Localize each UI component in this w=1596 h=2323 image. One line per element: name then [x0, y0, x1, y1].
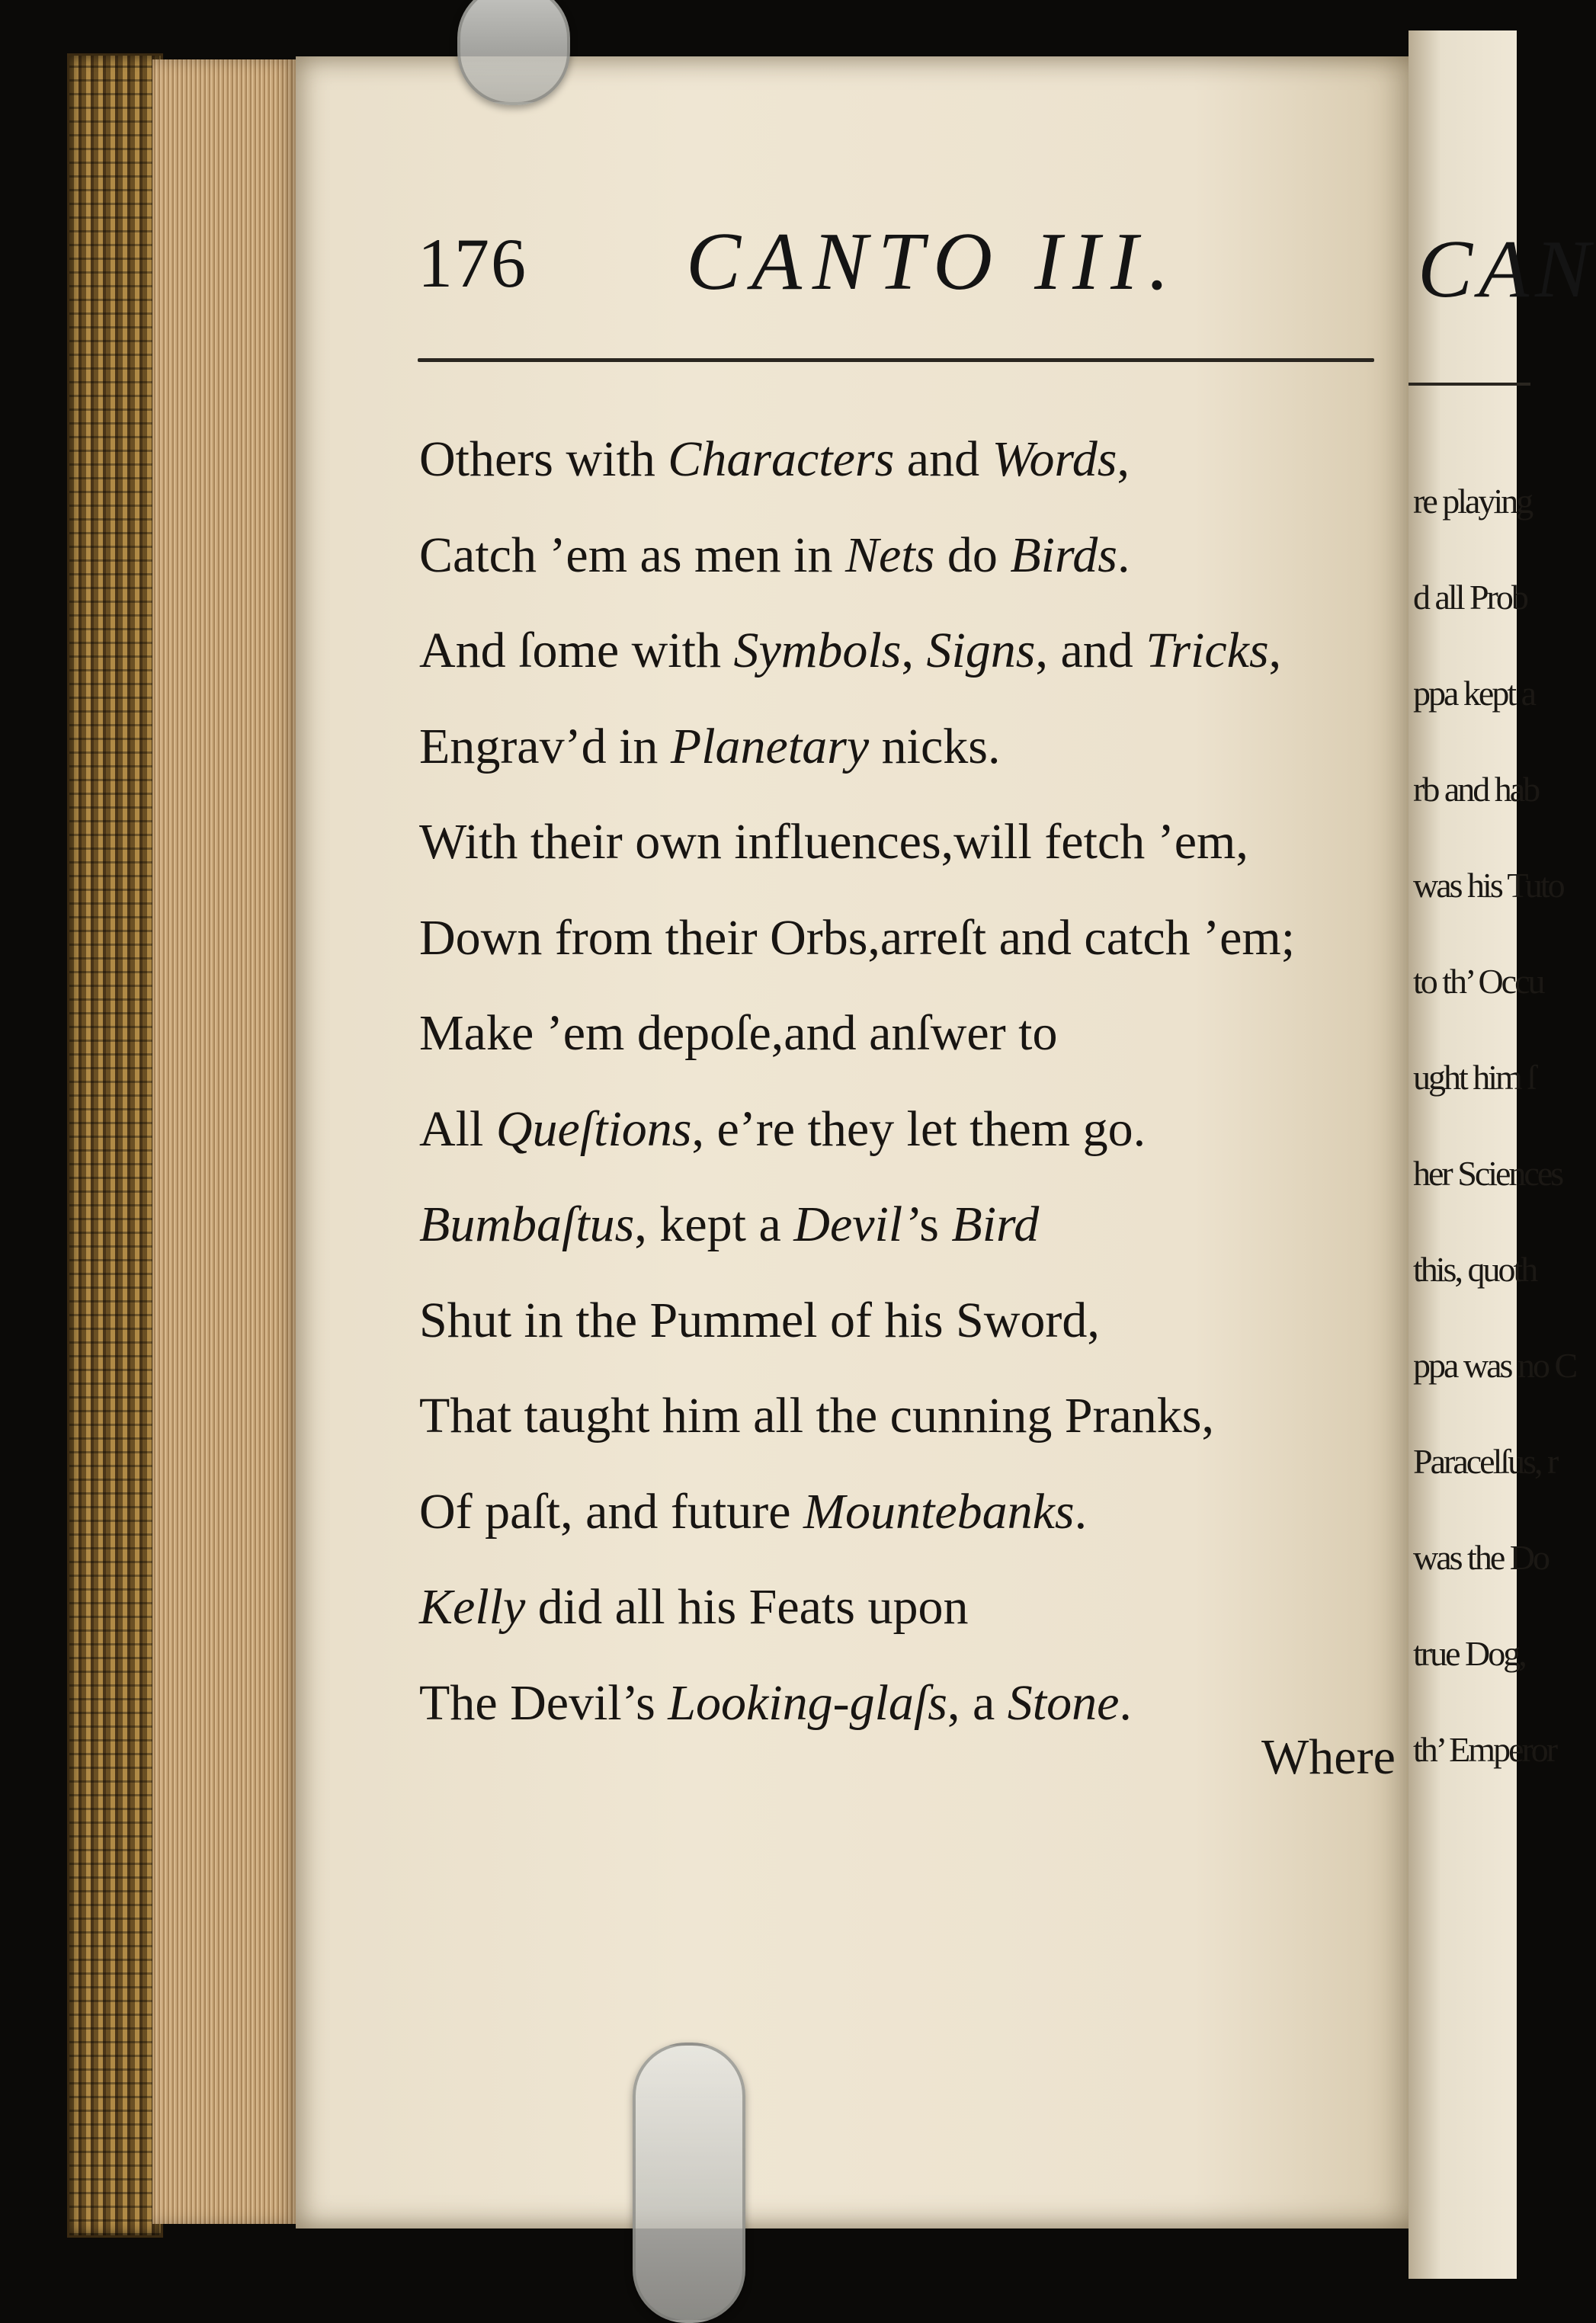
verse-segment: Planetary — [670, 718, 870, 774]
verse-line — [419, 794, 1402, 890]
page-edges — [152, 59, 297, 2224]
verse-line — [419, 699, 1402, 795]
facing-line-fragment: re playing — [1413, 482, 1532, 521]
verse-segment: Make ’em depoſe,and anſwer to — [419, 1005, 1058, 1061]
verse-line — [419, 1081, 1402, 1178]
verse-segment: Nets — [845, 527, 935, 583]
facing-header-rule — [1409, 383, 1530, 386]
verse-line — [419, 1177, 1402, 1273]
verse-segment: , and — [1035, 623, 1146, 678]
verse-segment: Bumbaſtus — [419, 1197, 635, 1252]
verse-segment: , kept a — [634, 1197, 794, 1252]
verse-line — [419, 412, 1402, 508]
verse-segment: . — [1119, 1674, 1132, 1731]
verse-segment: Engrav’d in — [419, 718, 671, 774]
page-number: 176 — [418, 224, 527, 302]
verse-segment: Tricks — [1146, 623, 1269, 678]
verse-segment: , e’re they let them go. — [691, 1101, 1146, 1157]
verse-segment: Kelly — [419, 1579, 526, 1635]
verse-segment: Others with — [419, 431, 668, 487]
verse-segment: Words — [992, 431, 1117, 487]
verse-segment: . — [1117, 527, 1130, 583]
facing-line-fragment: Paracelſus, r — [1413, 1442, 1557, 1481]
verse-segment: Down from their Orbs,arreſt and catch ’em; — [419, 909, 1296, 966]
facing-line-fragments — [1413, 453, 1575, 1798]
verse-line — [419, 1559, 1402, 1655]
facing-line-fragment: this, quoth — [1413, 1250, 1537, 1289]
book-cover-edge — [67, 53, 163, 2238]
verse-line — [419, 1464, 1402, 1560]
verse-segment: and — [894, 431, 992, 487]
facing-line-fragment: rb and hab — [1413, 770, 1539, 809]
verse-segment: Bird — [951, 1197, 1040, 1252]
verse-segment: Birds — [1010, 527, 1117, 583]
verse-segment: , a — [947, 1674, 1008, 1731]
verse-segment: Catch ’em as men in — [419, 527, 846, 583]
verse-segment: All — [419, 1101, 496, 1157]
verse-line — [419, 1655, 1402, 1751]
facing-line-fragment: was the Do — [1413, 1538, 1548, 1577]
verse-segment: Signs — [926, 623, 1036, 678]
facing-line-fragment: true Dog, — [1413, 1634, 1525, 1673]
verse-segment: Characters — [668, 431, 895, 487]
facing-line-fragment: her Sciences — [1413, 1154, 1562, 1193]
verse-segment: do — [934, 527, 1011, 583]
verse-segment: That taught him all the cunning Pranks, — [419, 1388, 1214, 1443]
facing-page — [1409, 30, 1596, 2279]
page-clip-top — [457, 0, 570, 105]
verse-segment: , — [1268, 623, 1282, 678]
verse-line — [419, 508, 1402, 604]
verse-segment: , — [1117, 431, 1130, 487]
verse-segment: . — [1074, 1483, 1088, 1540]
verse-segment: Looking-glaſs — [668, 1674, 947, 1731]
facing-line-fragment: ppa was no C — [1413, 1346, 1576, 1385]
verse-segment: nicks. — [869, 718, 1001, 774]
facing-line-fragment: to th’ Occu — [1413, 962, 1543, 1001]
facing-line-fragment: ppa kept a — [1413, 674, 1535, 713]
verse-segment: did all his Feats upon — [525, 1579, 969, 1635]
page-clip-bottom — [633, 2043, 745, 2323]
facing-line-fragment: d all Prob — [1413, 578, 1527, 617]
facing-line-fragment: was his Tuto — [1413, 866, 1563, 905]
verse-segment: Queſtions — [495, 1101, 692, 1157]
verse-segment: s — [919, 1197, 952, 1252]
verse-segment: Devil’ — [793, 1197, 920, 1252]
verse-segment: Mountebanks — [803, 1483, 1075, 1540]
verse-line — [419, 1368, 1402, 1464]
verse-segment: Symbols — [733, 623, 902, 678]
facing-line-fragment: ught him ſ — [1413, 1058, 1535, 1097]
verse-line — [419, 985, 1402, 1081]
verse-segment: Of paſt, and future — [419, 1483, 803, 1540]
verse-segment: , — [901, 623, 927, 678]
verse-segment: The Devil’s — [419, 1674, 668, 1731]
facing-line-fragment: th’ Emperor — [1413, 1730, 1556, 1769]
verse-segment: Shut in the Pummel of his Sword, — [419, 1292, 1100, 1348]
verse-segment: Stone — [1007, 1674, 1120, 1731]
catchword: Where — [1261, 1729, 1396, 1785]
verse-line — [419, 1273, 1402, 1369]
verse-line — [419, 603, 1402, 699]
verse-segment: And ſome with — [419, 623, 734, 678]
verse-line — [419, 890, 1402, 986]
verse-text — [419, 412, 1402, 1751]
running-head: CANTO III. — [686, 216, 1181, 307]
verse-segment: With their own influences,will fetch ’em, — [419, 814, 1248, 870]
header-rule — [418, 358, 1374, 362]
facing-running-head: CAN — [1418, 224, 1596, 315]
